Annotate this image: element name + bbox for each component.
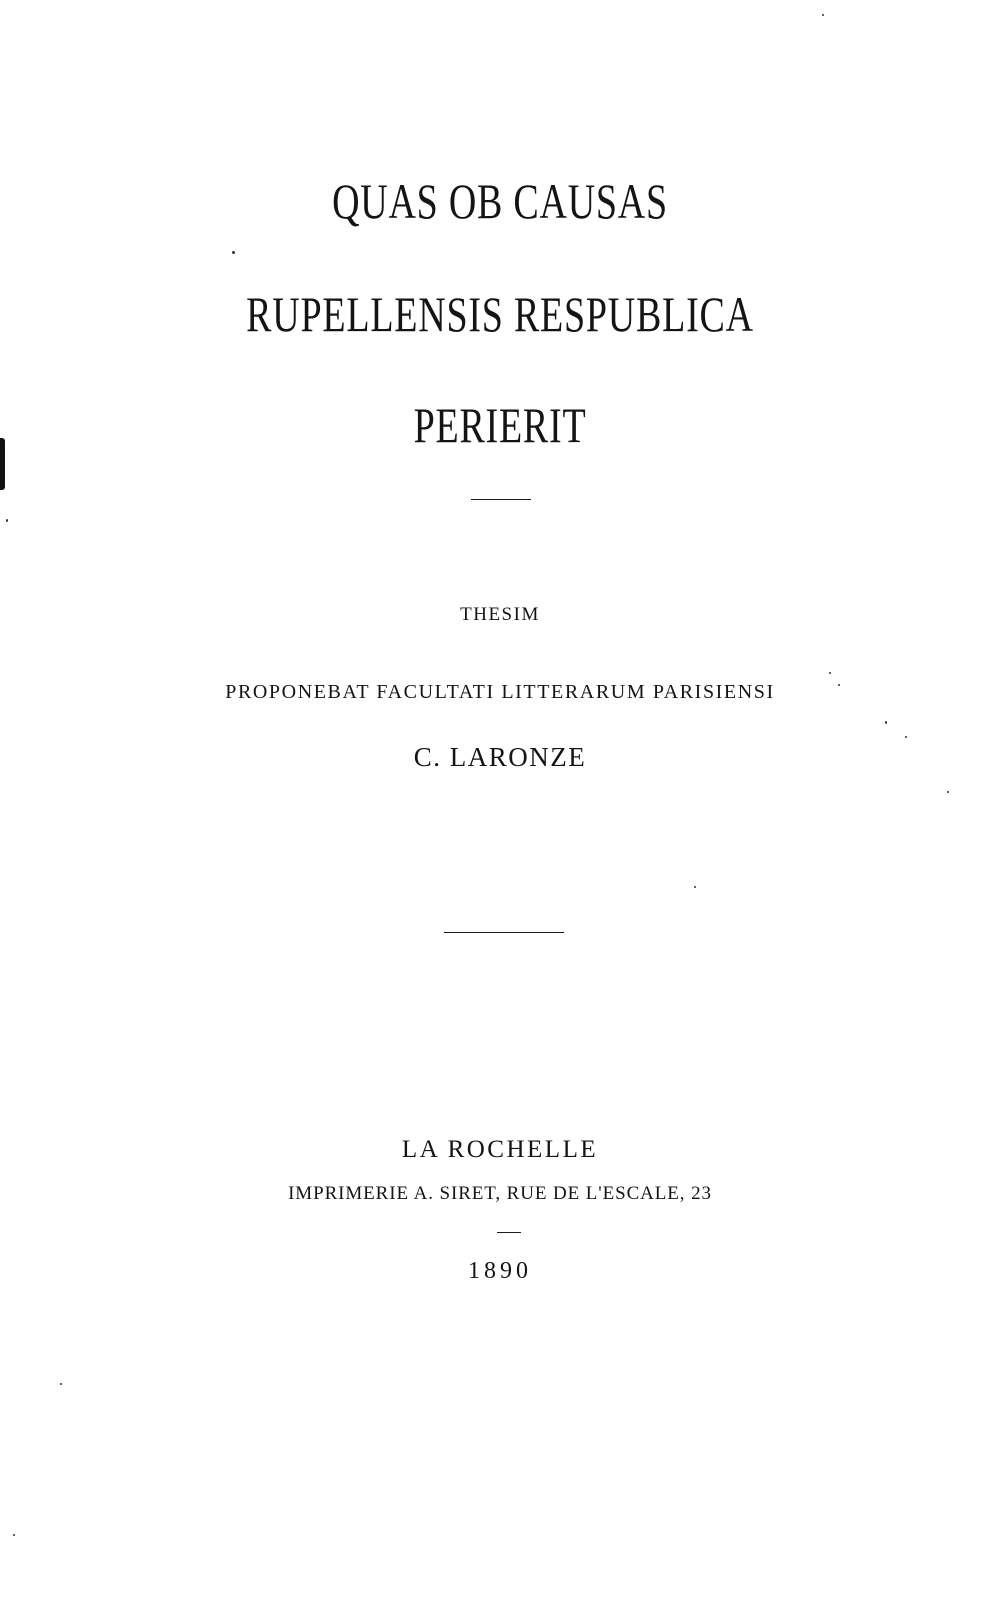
margin-scan-mark: [0, 438, 5, 490]
scan-speck: [6, 519, 8, 522]
thesis-label: THESIM: [460, 604, 540, 625]
scan-speck: [829, 672, 831, 674]
imprint-year: 1890: [468, 1258, 532, 1284]
imprint-city: LA ROCHELLE: [401, 1136, 599, 1163]
title-line-1: QUAS OB CAUSAS: [332, 173, 668, 229]
scan-speck: [60, 1383, 62, 1385]
title-line-2: RUPELLENSIS RESPUBLICA: [246, 286, 754, 342]
scan-speck: [13, 1534, 15, 1536]
author-name: C. LARONZE: [413, 742, 587, 772]
scan-speck: [822, 14, 824, 16]
scan-speck: [232, 251, 235, 254]
title-divider-rule: [471, 499, 531, 500]
submission-statement: PROPONEBAT FACULTATI LITTERARUM PARISIENSI: [225, 681, 775, 703]
title-line-3: PERIERIT: [413, 397, 587, 453]
scan-speck: [947, 791, 949, 793]
imprint-printer: IMPRIMERIE A. SIRET, RUE DE L'ESCALE, 23: [288, 1183, 712, 1204]
scan-speck: [694, 886, 696, 888]
scan-speck: [885, 721, 887, 724]
scan-speck: [838, 684, 840, 686]
scan-speck: [905, 736, 907, 738]
imprint-divider-rule: [497, 1232, 521, 1233]
author-divider-rule: [444, 932, 564, 933]
